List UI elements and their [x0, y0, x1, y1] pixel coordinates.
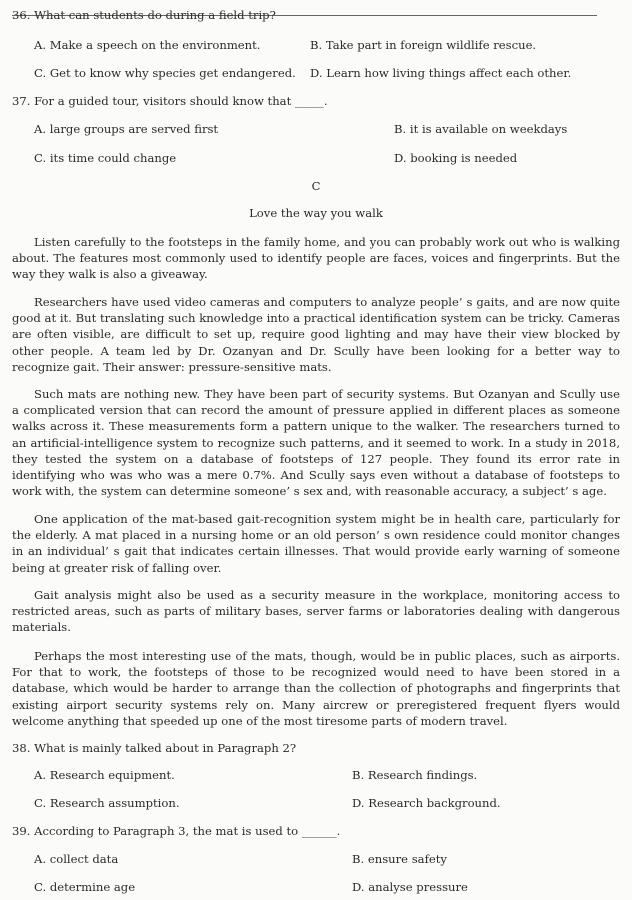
- paragraph-4: One application of the mat-based gait-recognition system might be in health care, particularly for the elderly. A mat placed in a nursing home or an old person’ s own residence could monitor changes in an individual’ s gait that indicates certain illnesses. That would provide early warning of someone being at greater risk of falling over.: [12, 512, 620, 575]
- q38-option-a[interactable]: A. Research equipment.: [34, 768, 175, 782]
- q37-option-c[interactable]: C. its time could change: [34, 151, 177, 165]
- q39-stem: 39. According to Paragraph 3, the mat is used to ______.: [12, 824, 341, 838]
- paragraph-3: Such mats are nothing new. They have been part of security systems. But Ozanyan and Scully use a complicated version that can record the amount of pressure applied in different places as someone walks across it. These measurements form a pattern unique to the walker. The researchers turned to an artificial-intelligence system to recognize such patterns, and it seemed to work. In a study in 2018, they tested the system on a database of footsteps of 127 people. They found its error rate in identifying who was who was a mere 0.7%. And Scully says even without a database of footsteps to work with, the system can determine someone’ s sex and, with reasonable accuracy, a subject’ s age.: [12, 387, 620, 499]
- q38-option-c[interactable]: C. Research assumption.: [34, 796, 180, 810]
- q37-option-b[interactable]: B. it is available on weekdays: [394, 122, 568, 136]
- section-letter: C: [311, 179, 321, 193]
- q37-option-d[interactable]: D. booking is needed: [394, 151, 518, 165]
- q39-option-d[interactable]: D. analyse pressure: [352, 880, 468, 894]
- paragraph-5: Gait analysis might also be used as a security measure in the workplace, monitoring access to restricted areas, such as parts of military bases, server farms or laboratories dealing with dangerous materials.: [12, 588, 620, 635]
- q36-option-d[interactable]: D. Learn how living things affect each other.: [310, 66, 572, 80]
- q39-option-c[interactable]: C. determine age: [34, 880, 136, 894]
- passage-title: Love the way you walk: [249, 206, 383, 220]
- q36-stem: 36. What can students do during a field trip?: [12, 8, 276, 22]
- paragraph-6: Perhaps the most interesting use of the mats, though, would be in public places, such as airports. For that to work, the footsteps of those to be recognized would need to have been stored in a database, which would be harder to arrange than the collection of photographs and fingerprints that existing airport security systems rely on. Many aircrew or preregistered frequent flyers would welcome anything that speeded up one of the most tiresome parts of modern travel.: [12, 649, 620, 728]
- q39-option-a[interactable]: A. collect data: [34, 852, 119, 866]
- q37-option-a[interactable]: A. large groups are served first: [34, 122, 219, 136]
- q36-option-a[interactable]: A. Make a speech on the environment.: [34, 38, 261, 52]
- q39-option-b[interactable]: B. ensure safety: [352, 852, 447, 866]
- paragraph-1: Listen carefully to the footsteps in the family home, and you can probably work out who is walking about. The features most commonly used to identify people are faces, voices and fingerprints. But the way they walk is also a giveaway.: [12, 235, 620, 282]
- q38-option-b[interactable]: B. Research findings.: [352, 768, 478, 782]
- paragraph-2: Researchers have used video cameras and computers to analyze people’ s gaits, and are now quite good at it. But translating such knowledge into a practical identification system can be tricky. Cameras are often visible, are difficult to set up, require good lighting and may have their view blocked by other people. A team led by Dr. Ozanyan and Dr. Scully have been looking for a better way to recognize gait. Their answer: pressure-sensitive mats.: [12, 295, 620, 374]
- q38-option-d[interactable]: D. Research background.: [352, 796, 501, 810]
- q38-stem: 38. What is mainly talked about in Paragraph 2?: [12, 741, 297, 755]
- q37-stem: 37. For a guided tour, visitors should know that _____.: [12, 94, 328, 108]
- q36-option-c[interactable]: C. Get to know why species get endangered.: [34, 66, 296, 80]
- q36-option-b[interactable]: B. Take part in foreign wildlife rescue.: [310, 38, 537, 52]
